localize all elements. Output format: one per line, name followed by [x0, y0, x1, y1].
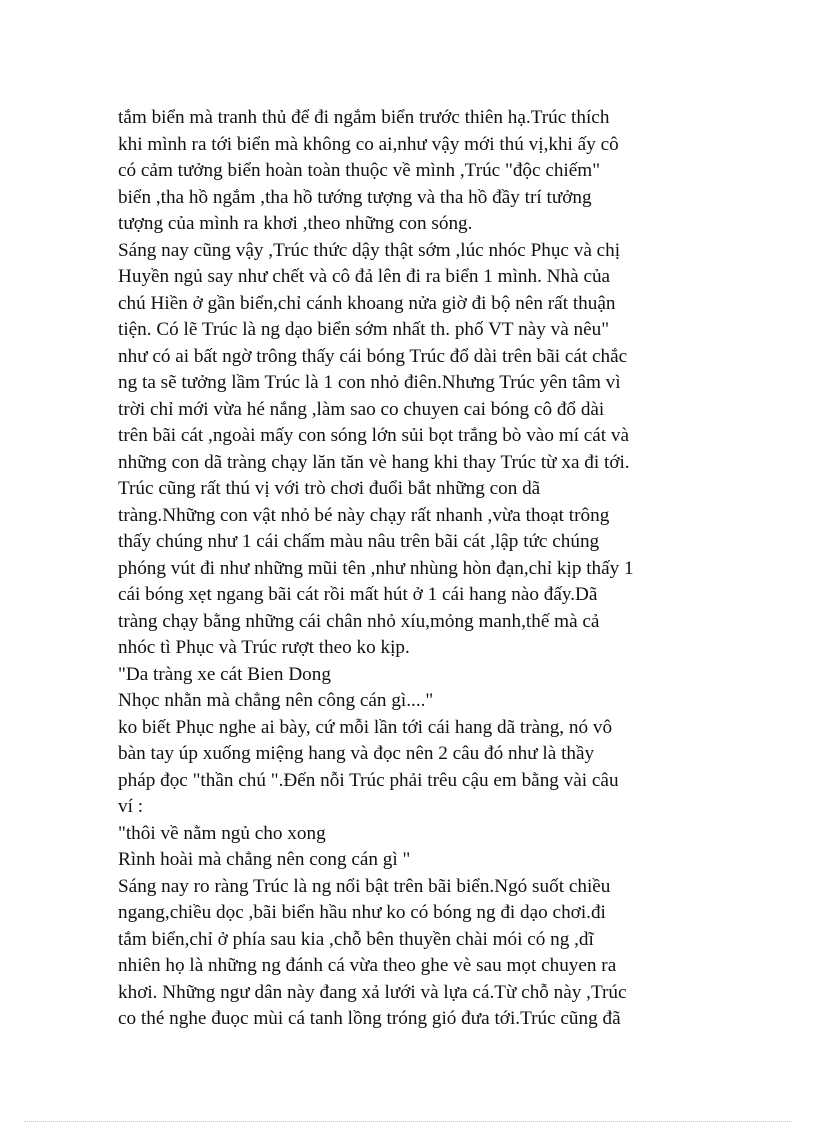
text-line: cái bóng xẹt ngang bãi cát rồi mất hút ở 1 cái hang nào đấy.Dã [118, 584, 598, 605]
text-line: pháp đọc "thần chú ".Đến nỗi Trúc phải trêu cậu em bằng vài câu [118, 769, 619, 791]
text-line: tắm biển mà tranh thủ để đi ngắm biển trước thiên hạ.Trúc thích [118, 107, 610, 128]
text-line: Sáng nay cũng vậy ,Trúc thức dậy thật sớm ,lúc nhóc Phục và chị [118, 239, 621, 261]
text-line: nhiên họ là những ng đánh cá vừa theo ghe vè sau mọt chuyen ra [118, 955, 617, 976]
text-line: có cảm tưởng biển hoàn toàn thuộc về mình ,Trúc "độc chiếm" [118, 160, 601, 181]
text-line: tiện. Có lẽ Trúc là ng dạo biển sớm nhất th. phố VT này và nêu" [118, 319, 610, 340]
text-line: chú Hiền ở gần biển,chỉ cánh khoang nửa giờ đi bộ nên rất thuận [118, 292, 616, 314]
text-line: khi mình ra tới biển mà không co ai,như vậy mới thú vị,khi ấy cô [118, 133, 619, 155]
text-line: Sáng nay ro ràng Trúc là ng nổi bật trên bãi biển.Ngó suốt chiều [118, 875, 611, 897]
text-line: khơi. Những ngư dân này đang xả lưới và lựa cá.Từ chỗ này ,Trúc [118, 981, 627, 1003]
text-line: nhóc tì Phục và Trúc rượt theo ko kịp. [118, 637, 410, 658]
text-line: "Da tràng xe cát Bien Dong [118, 663, 331, 685]
text-line: những con dã tràng chạy lăn tăn vè hang khi thay Trúc từ xa đi tới. [118, 451, 630, 473]
text-line: ngang,chiều dọc ,bãi biển hầu như ko có bóng ng đi dạo chơi.đi [118, 902, 606, 923]
text-line: biển ,tha hồ ngắm ,tha hồ tướng tượng và tha hồ đầy trí tưởng [118, 186, 592, 208]
text-line: tượng của mình ra khơi ,theo những con sóng. [118, 213, 473, 234]
text-line: tràng chạy bằng những cái chân nhỏ xíu,mỏng manh,thế mà cả [118, 610, 600, 632]
body-text [118, 105, 708, 1033]
text-line: bàn tay úp xuống miệng hang và đọc nên 2 câu đó như là thầy [118, 743, 595, 764]
text-line: Rình hoài mà chẳng nên cong cán gì " [118, 849, 411, 870]
text-line: "thôi về nằm ngủ cho xong [118, 822, 326, 844]
text-line: ví : [118, 796, 144, 817]
text-line: tràng.Những con vật nhỏ bé này chạy rất nhanh ,vừa thoạt trông [118, 504, 610, 526]
text-line: Nhọc nhằn mà chẳng nên công cán gì...." [118, 690, 434, 711]
text-line: Huyền ngủ say như chết và cô đả lên đi ra biển 1 mình. Nhà của [118, 266, 611, 287]
text-line: trên bãi cát ,ngoài mấy con sóng lớn sủi bọt trắng bò vào mí cát và [118, 425, 630, 446]
page-bottom-rule [24, 1121, 792, 1122]
text-line: ko biết Phục nghe ai bày, cứ mỗi lần tới cái hang dã tràng, nó vô [118, 716, 613, 738]
text-line: phóng vút đi như những mũi tên ,như nhùng hòn đạn,chỉ kịp thấy 1 [118, 557, 634, 579]
text-line: như có ai bất ngờ trông thấy cái bóng Trúc đổ dài trên bãi cát chắc [118, 345, 628, 367]
text-line: trời chỉ mới vừa hé nắng ,làm sao co chuyen cai bóng cô đổ dài [118, 398, 605, 420]
text-line: tắm biển,chỉ ở phía sau kia ,chỗ bên thuyền chài mói có ng ,dĩ [118, 928, 594, 950]
text-line: ng ta sẽ tưởng lầm Trúc là 1 con nhỏ điên.Nhưng Trúc yên tâm vì [118, 372, 621, 393]
text-line: Trúc cũng rất thú vị với trò chơi đuổi bắt những con dã [118, 478, 541, 499]
text-line: co thé nghe đuọc mùi cá tanh lồng tróng gió đưa tới.Trúc cũng đã [118, 1008, 621, 1029]
text-line: thấy chúng như 1 cái chấm màu nâu trên bãi cát ,lập tức chúng [118, 531, 600, 552]
